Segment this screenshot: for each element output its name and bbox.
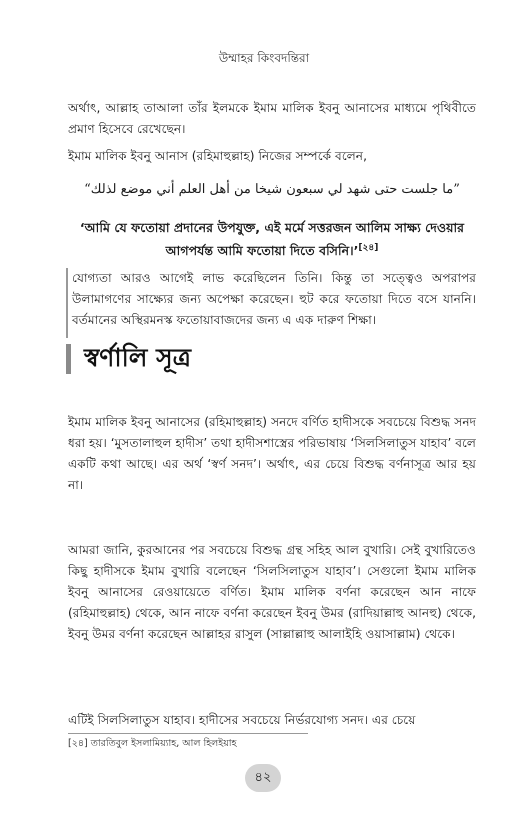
footnote-rule xyxy=(68,733,308,734)
paragraph-5: আমরা জানি, কুরআনের পর সবচেয়ে বিশুদ্ধ গ্রন্থ সহিহ আল বুখারি। সেই বুখারিতেও কিছু হাদীসকে ইমাম বুখারি বলেছেন ‘সিলসিলাতুস যাহাব’। সেগুলো ইমাম মালিক ইবনু আনাসের রেওয়ায়েতে বর্ণিত। ইমাম মালিক বর্ণনা করেছেন আন নাফে (রহিমাহুল্লাহ) থেকে, আন নাফে বর্ণনা করেছেন ইবনু উমর (রাদিয়াল্লাহু আনহু) থেকে, ইবনু উমর বর্ণনা করেছেন আল্লাহর রাসুল (সাল্লাল্লাহু আলাইহি ওয়াসাল্লাম) থেকে। xyxy=(68,543,476,641)
paragraph-4: ইমাম মালিক ইবনু আনাসের (রহিমাহুল্লাহ) সনদে বর্ণিত হাদীসকে সবচেয়ে বিশুদ্ধ সনদ ধরা হয়। ‘মুসতালাহুল হাদীস’ তথা হাদীসশাস্ত্রের পরিভাষায় ‘সিলসিলাতুস যাহাব’ বলে একটি কথা আছে। এর অর্থ ‘স্বর্ণ সনদ’। অর্থাৎ, এর চেয়ে বিশুদ্ধ বর্ণনাসূত্র আর হয় না। xyxy=(68,415,476,492)
bengali-quote xyxy=(68,217,476,261)
paragraph-3: যোগ্যতা আরও আগেই লাভ করেছিলেন তিনি। কিন্তু তা সত্ত্বেও অপরাপর উলামাগণের সাক্ষ্যের জন্য অপেক্ষা করেছেন। হুট করে ফতোয়া দিতে বসে যাননি। বর্তমানের অস্থিরমনস্ক ফতোয়াবাজদের জন্য এ এক দারুণ শিক্ষা। xyxy=(72,271,476,327)
bengali-quote-text: ‘আমি যে ফতোয়া প্রদানের উপযুক্ত, এই মর্মে সত্তরজন আলিম সাক্ষ্য দেওয়ার আগপর্যন্ত আমি ফতোয়া দিতে বসিনি।’ xyxy=(79,220,465,259)
running-header: উম্মাহর কিংবদন্তিরা xyxy=(218,51,310,65)
page-number: ৪২ xyxy=(245,764,281,792)
paragraph-1: অর্থাৎ, আল্লাহ তাআলা তাঁর ইলমকে ইমাম মালিক ইবনু আনাসের মাধ্যমে পৃথিবীতে প্রমাণ হিসেবে রেখেছেন। xyxy=(68,101,476,136)
quote-reference: [২৪] xyxy=(358,243,379,253)
paragraph-bar xyxy=(66,268,68,338)
arabic-quote: ”ما جلست حتى شهد لي سبعون شيخا من أهل العلم أني موضع لذلك“ xyxy=(84,182,460,197)
footnote: [২৪] তারতিবুল ইসলামিয়্যাহ, আল হিলইয়াহ xyxy=(68,738,237,749)
paragraph-6: এটিই সিলসিলাতুস যাহাব। হাদীসের সবচেয়ে নির্ভরযোগ্য সনদ। এর চেয়ে xyxy=(68,713,416,727)
section-heading: স্বর্ণালি সূত্র xyxy=(84,343,191,372)
paragraph-2: ইমাম মালিক ইবনু আনাস (রহিমাহুল্লাহ) নিজের সম্পর্কে বলেন, xyxy=(68,149,367,163)
heading-bar xyxy=(66,344,71,374)
